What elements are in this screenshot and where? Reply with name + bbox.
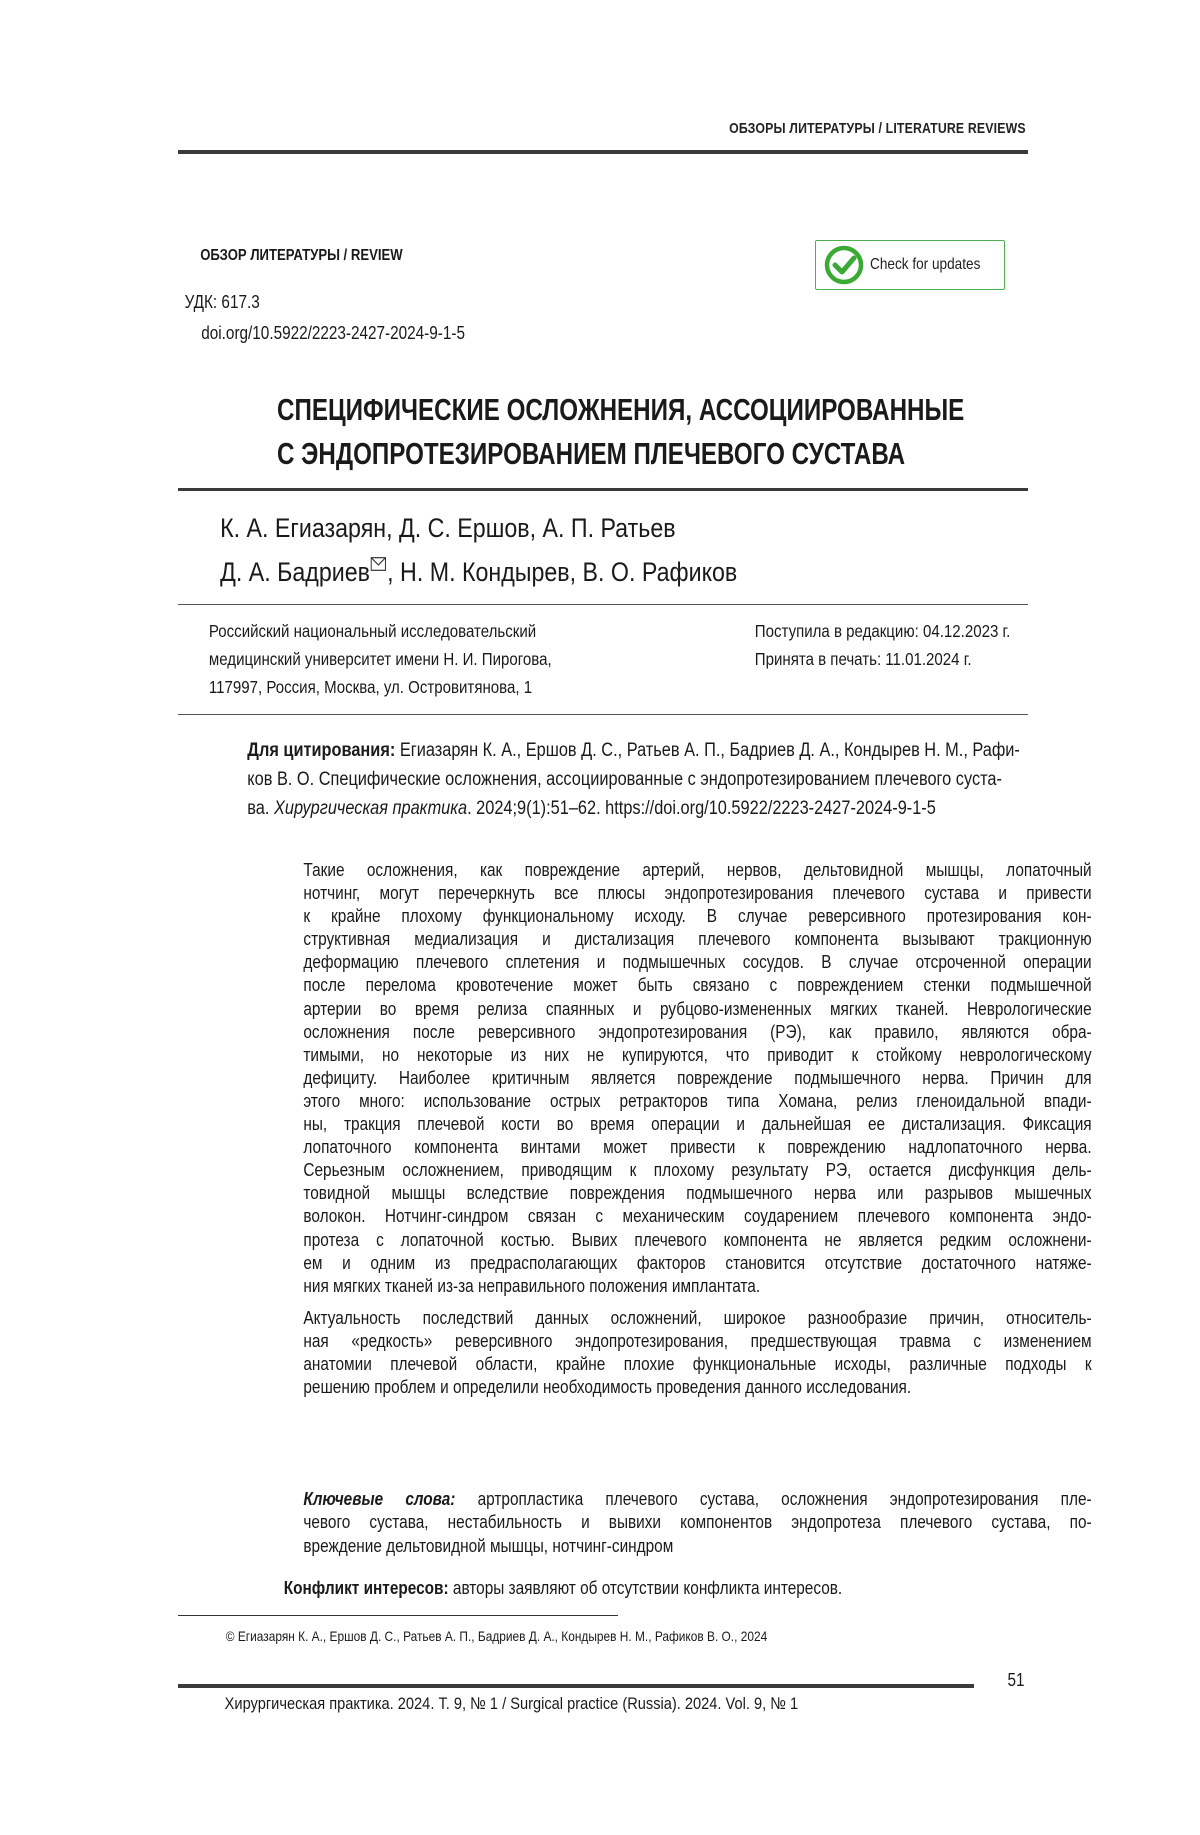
abstract-line: ем и одним из предрасполагающих факторов становится отсутствие достаточного натяже- [303, 1252, 1092, 1273]
abstract-line: осложнения после реверсивного эндопротезирования (РЭ), как правило, являются обра- [303, 1021, 1092, 1042]
citation-text: Егиазарян К. А., Ершов Д. С., Ратьев А. П., Бадриев Д. А., Кондырев Н. М., Рафи- [395, 740, 1020, 761]
check-updates-label: Check for updates [870, 256, 981, 273]
journal-name: Хирургическая практика [273, 798, 468, 819]
conflict-of-interest [284, 1578, 842, 1599]
conflict-label: Конфликт интересов: [283, 1578, 449, 1598]
citation-line [247, 736, 1098, 765]
abstract-line: тимыми, но некоторые из них не купируются, что приводит к стойкому неврологическому [303, 1044, 1092, 1065]
abstract-line: после перелома кровотечение может быть связано с повреждением стенки подмышечной [303, 975, 1092, 996]
authors-line [220, 550, 737, 594]
title-line: С ЭНДОПРОТЕЗИРОВАНИЕМ ПЛЕЧЕВОГО СУСТАВА [277, 436, 906, 471]
abstract-line: ны, тракция плечевой кости во время операции и дальнейшая ее дистализация. Фиксация [303, 1114, 1092, 1135]
affiliation-rule-bottom [178, 714, 1028, 715]
footer-journal: Хирургическая практика. 2024. Т. 9, № 1 / Surgical practice (Russia). 2024. Vol. 9, № 1 [224, 1694, 799, 1713]
doi-link[interactable]: doi.org/10.5922/2223-2427-2024-9-1-5 [201, 323, 465, 343]
citation-doi[interactable]: . 2024;9(1):51–62. https://doi.org/10.5922/2223-2427-2024-9-1-5 [467, 798, 936, 819]
abstract-line: Актуальность последствий данных осложнений, широкое разнообразие причин, относитель- [303, 1307, 1092, 1328]
abstract-line: товидной мышцы вследствие повреждения подмышечного нерва или разрывов мышечных [303, 1183, 1092, 1204]
abstract-line: Такие осложнения, как повреждение артерий, нервов, дельтовидной мышцы, лопаточный [303, 860, 1092, 880]
article-title [277, 388, 979, 476]
top-rule [178, 150, 1028, 154]
envelope-icon[interactable] [371, 557, 386, 571]
abstract-line: этого много: использование острых ретракторов типа Хомана, релиз гленоидальной впади- [303, 1090, 1092, 1111]
affiliation-line: медицинский университет имени Н. И. Пирогова, [208, 649, 552, 669]
page-number: 51 [1007, 1670, 1025, 1690]
affiliation-rule-top [178, 604, 1028, 605]
abstract [303, 859, 1091, 1399]
citation-text: ва. [247, 798, 274, 819]
running-head: ОБЗОРЫ ЛИТЕРАТУРЫ / LITERATURE REVIEWS [729, 120, 1026, 137]
footer-rule [178, 1684, 974, 1688]
citation-line [247, 794, 1098, 823]
abstract-line: анатомии плечевой области, крайне плохие функциональные исходы, различные подходы к [303, 1353, 1092, 1374]
paragraph-gap [303, 1298, 1091, 1307]
keywords-text: артропластика плечевого сустава, осложнения эндопротезирования пле- [455, 1489, 1092, 1509]
author-corresponding: Д. А. Бадриев [220, 557, 370, 587]
authors [220, 506, 737, 594]
abstract-line: дефициту. Наиболее критичным является повреждение подмышечного нерва. Причин для [303, 1067, 1092, 1088]
abstract-line: ния мягких тканей из-за неправильного положения имплантата. [303, 1275, 761, 1296]
citation-line: ков В. О. Специфические осложнения, ассоциированные с эндопротезированием плечевого суста- [247, 769, 1002, 790]
affiliation [209, 617, 552, 701]
section-label: ОБЗОР ЛИТЕРАТУРЫ / REVIEW [200, 247, 403, 264]
received-date: Поступила в редакцию: 04.12.2023 г. [754, 621, 1011, 641]
abstract-line: волокон. Нотчинг-синдром связан с механическим соударением плечевого компонента эндо- [303, 1206, 1092, 1227]
accepted-date: Принята в печать: 11.01.2024 г. [754, 649, 972, 669]
keywords [303, 1488, 1091, 1558]
check-circle-icon [824, 245, 864, 285]
abstract-line: нотчинг, могут перечеркнуть все плюсы эндопротезирования плечевого сустава и привести [303, 883, 1092, 904]
dates [755, 617, 1011, 673]
copyright-rule [178, 1615, 618, 1616]
conflict-text: авторы заявляют об отсутствии конфликта интересов. [448, 1578, 843, 1598]
keywords-line: чевого сустава, нестабильность и вывихи компонентов эндопротеза плечевого сустава, по- [303, 1512, 1092, 1533]
abstract-line: Серьезным осложнением, приводящим к плохому результату РЭ, остается дисфункция дель- [303, 1160, 1092, 1181]
title-line: СПЕЦИФИЧЕСКИЕ ОСЛОЖНЕНИЯ, АССОЦИИРОВАННЫЕ [277, 392, 965, 427]
affiliation-line: 117997, Россия, Москва, ул. Островитянова, 1 [208, 677, 533, 697]
abstract-line: структивная медиализация и дистализация плечевого компонента вызывают тракционную [303, 929, 1092, 950]
citation-label: Для цитирования: [247, 740, 396, 761]
keywords-line [303, 1488, 1091, 1511]
citation [247, 736, 1098, 823]
authors-line: К. А. Егиазарян, Д. С. Ершов, А. П. Ратьев [220, 513, 676, 543]
udc-code: УДК: 617.3 [184, 292, 260, 312]
affiliation-line: Российский национальный исследовательский [208, 621, 537, 641]
abstract-line: лопаточного компонента винтами может привести к повреждению надлопаточного нерва. [303, 1137, 1092, 1158]
abstract-line: протеза с лопаточной костью. Вывих плечевого компонента не является редким осложнени- [303, 1229, 1092, 1250]
check-for-updates-badge[interactable] [815, 240, 1005, 290]
keywords-line: вреждение дельтовидной мышцы, нотчинг-синдром [303, 1535, 674, 1556]
abstract-line: решению проблем и определили необходимость проведения данного исследования. [303, 1377, 912, 1398]
copyright: © Егиазарян К. А., Ершов Д. С., Ратьев А. П., Бадриев Д. А., Кондырев Н. М., Рафиков В. О., 2024 [225, 1628, 768, 1644]
title-rule [178, 488, 1028, 491]
abstract-line: ная «редкость» реверсивного эндопротезирования, предшествующая травма с изменением [303, 1330, 1092, 1351]
authors-rest: , Н. М. Кондырев, В. О. Рафиков [387, 557, 738, 587]
abstract-line: деформацию плечевого сплетения и подмышечных сосудов. В случае отсроченной операции [303, 952, 1092, 973]
abstract-line: артерии во время релиза спаянных и рубцово-измененных мягких тканей. Неврологические [303, 998, 1092, 1019]
abstract-line: к крайне плохому функциональному исходу. В случае реверсивного протезирования кон- [303, 906, 1092, 927]
keywords-label: Ключевые слова: [303, 1489, 456, 1509]
